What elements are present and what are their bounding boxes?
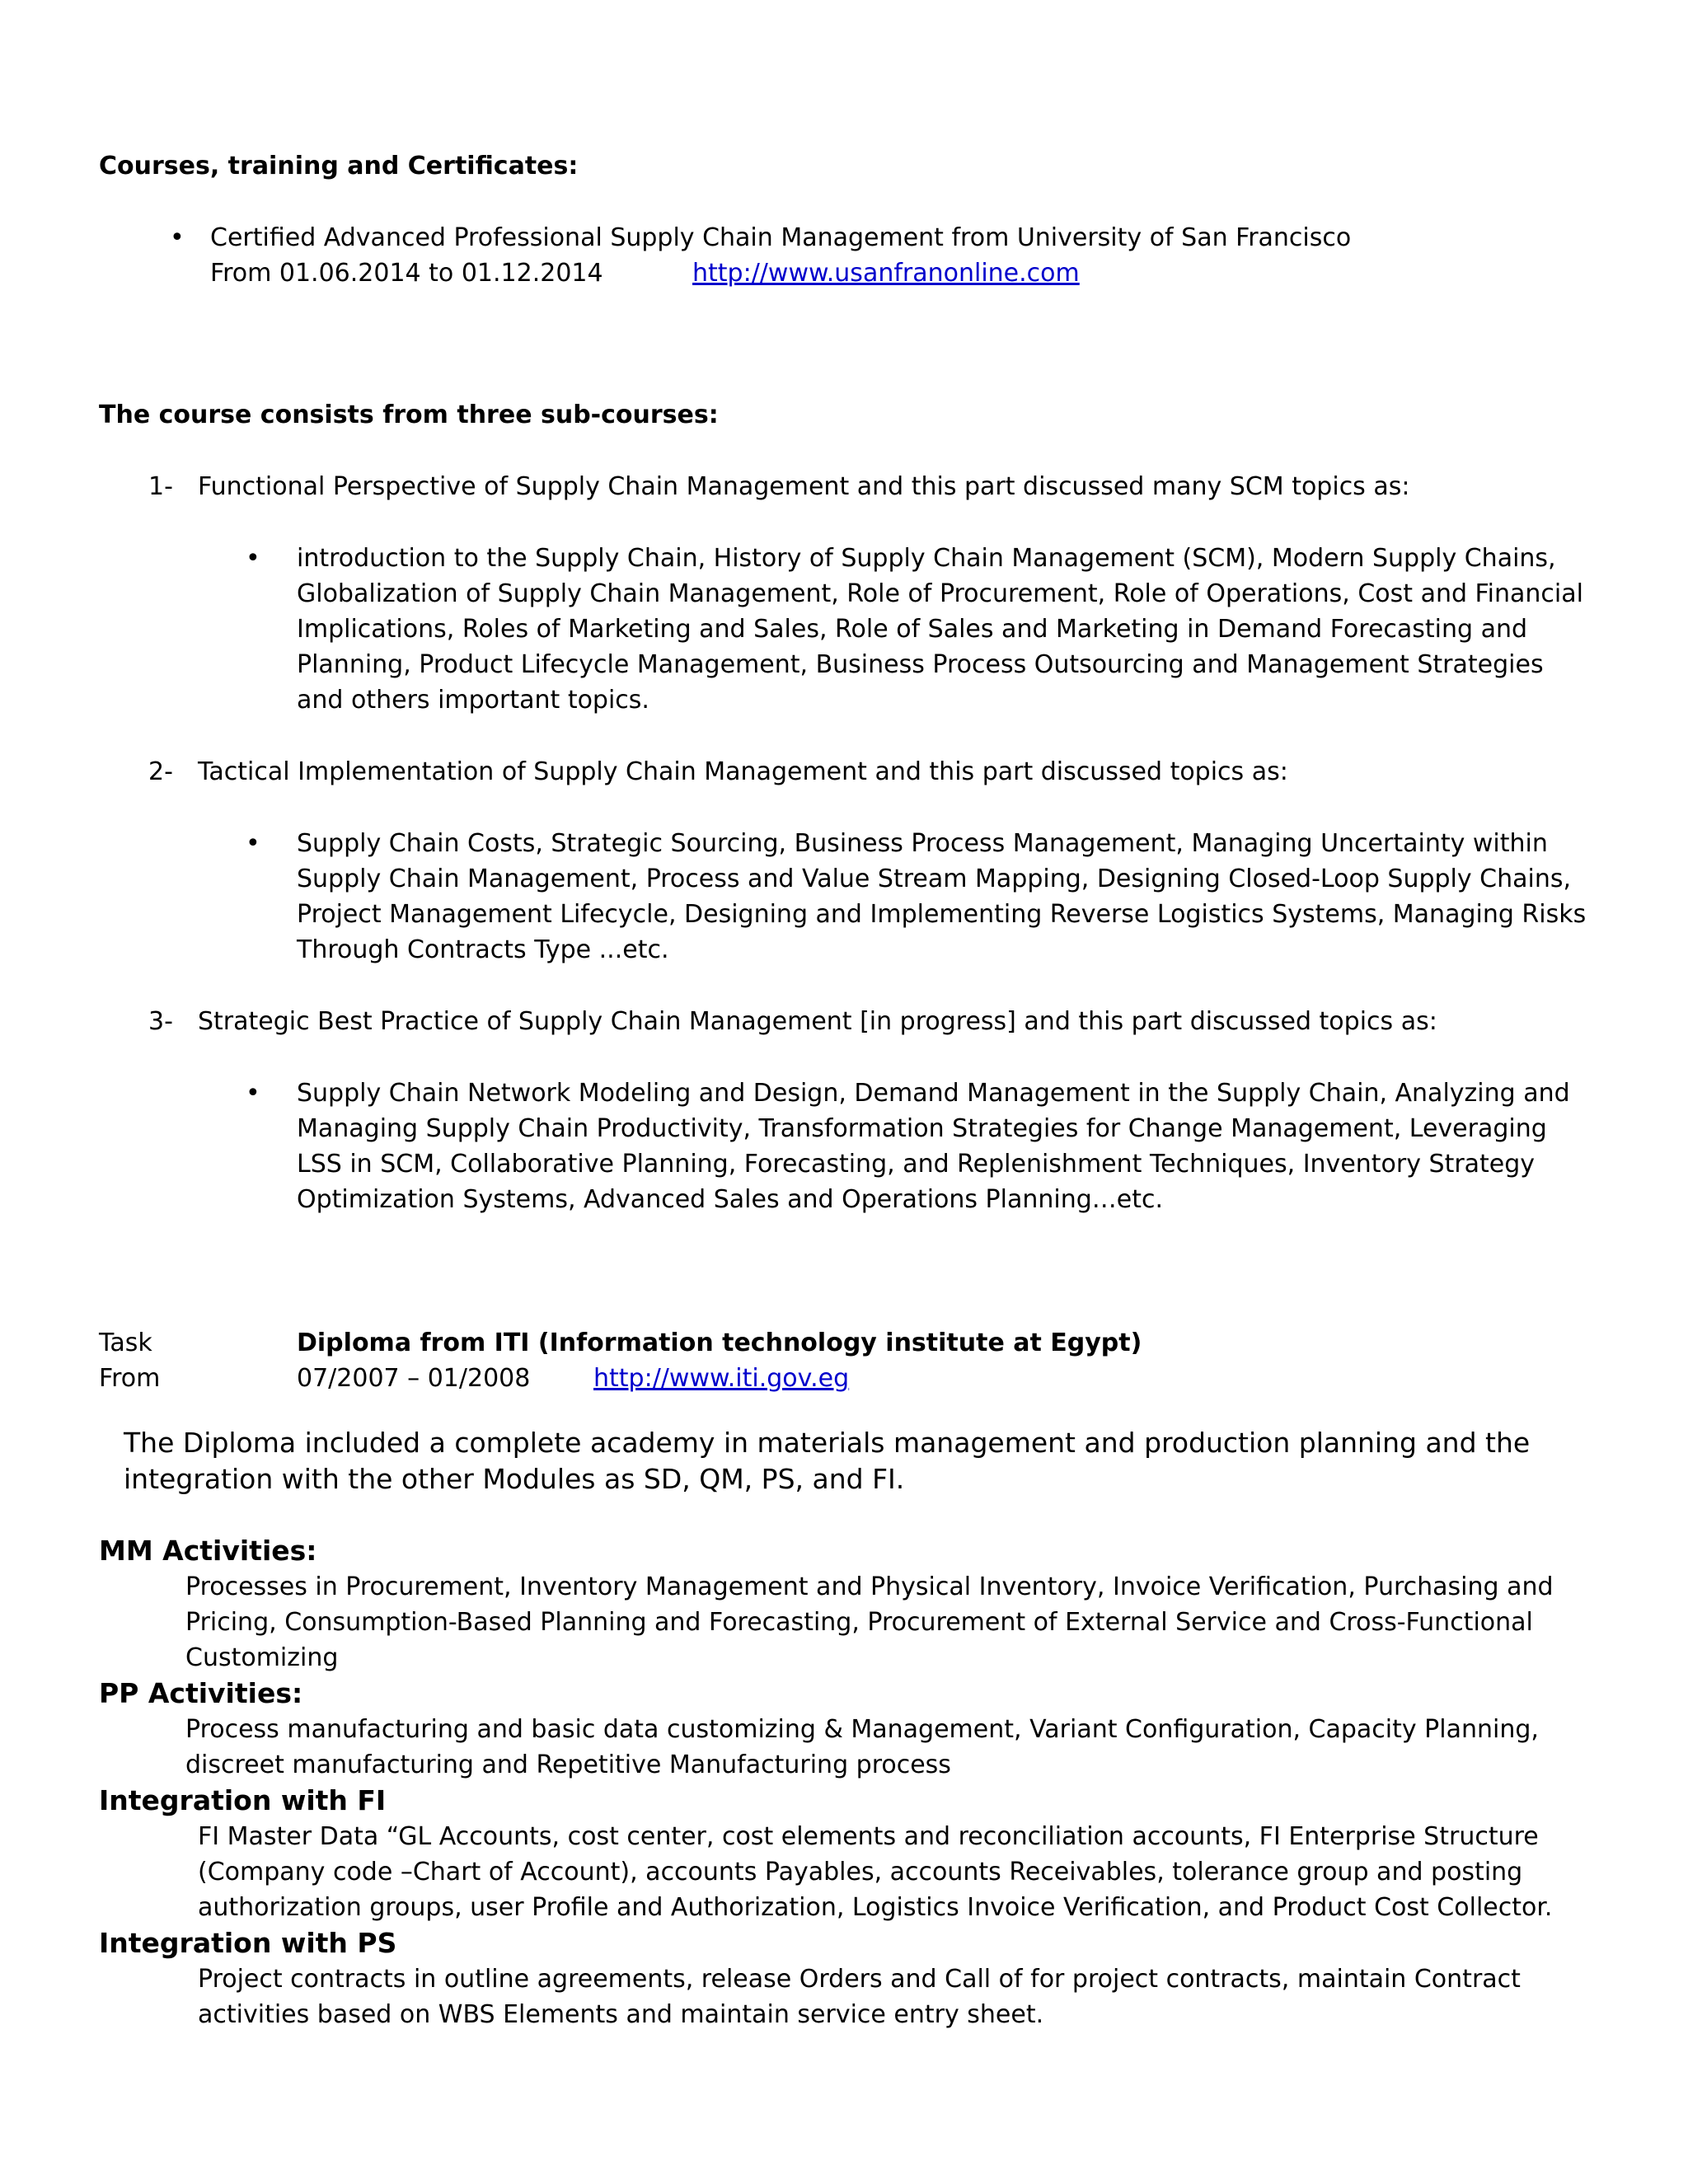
text-line: The Diploma included a complete academy in materials management and production planning and the	[124, 1427, 1531, 1459]
courses-heading: Courses, training and Certificates:	[99, 152, 579, 180]
integration-fi-text	[198, 1819, 1552, 1925]
text-line: Process manufacturing and basic data customizing & Management, Variant Configuration, Capacity Planning,	[185, 1715, 1539, 1744]
text-line: Processes in Procurement, Inventory Management and Physical Inventory, Invoice Verification, Purchasing and	[185, 1572, 1554, 1601]
text-line: FI Master Data “GL Accounts, cost center, cost elements and reconciliation accounts, FI Enterprise Structure	[198, 1822, 1539, 1851]
text-line: Supply Chain Network Modeling and Design, Demand Management in the Supply Chain, Analyzing and	[297, 1079, 1570, 1108]
subcourse-topics	[297, 541, 1583, 718]
text-line: Supply Chain Management, Process and Value Stream Mapping, Designing Closed-Loop Supply Chains,	[297, 865, 1572, 893]
text-line: authorization groups, user Profile and Authorization, Logistics Invoice Verification, and Product Cost Collector.	[198, 1893, 1553, 1922]
subcourse-title: Tactical Implementation of Supply Chain Management and this part discussed topics as:	[198, 757, 1288, 786]
diploma-link[interactable]: http://www.iti.gov.eg	[593, 1364, 850, 1393]
text-line: LSS in SCM, Collaborative Planning, Forecasting, and Replenishment Techniques, Inventory Strategy	[297, 1150, 1536, 1179]
bullet-icon: •	[170, 223, 185, 252]
text-line: Optimization Systems, Advanced Sales and Operations Planning…etc.	[297, 1185, 1164, 1214]
certificate-title: Certified Advanced Professional Supply Chain Management from University of San Francisco	[210, 223, 1352, 252]
text-line: Project contracts in outline agreements, release Orders and Call of for project contracts, maintain Contract	[198, 1965, 1521, 1994]
text-line: Globalization of Supply Chain Management, Role of Procurement, Role of Operations, Cost and Financial	[297, 579, 1583, 608]
text-line: Managing Supply Chain Productivity, Transformation Strategies for Change Management, Leveraging	[297, 1114, 1547, 1143]
text-line: discreet manufacturing and Repetitive Manufacturing process	[185, 1750, 951, 1779]
text-line: Project Management Lifecycle, Designing and Implementing Reverse Logistics Systems, Managing Risks	[297, 900, 1587, 929]
bullet-icon: •	[246, 829, 260, 858]
diploma-description	[124, 1425, 1530, 1497]
subcourse-title: Functional Perspective of Supply Chain Management and this part discussed many SCM topics as:	[198, 472, 1410, 501]
certificate-dates: From 01.06.2014 to 01.12.2014	[210, 259, 603, 288]
subcourse-number: 3-	[148, 1007, 173, 1036]
pp-activities-text	[185, 1712, 1539, 1783]
mm-activities-text	[185, 1569, 1554, 1675]
bullet-icon: •	[246, 544, 260, 573]
text-line: Implications, Roles of Marketing and Sales, Role of Sales and Marketing in Demand Forecasting and	[297, 615, 1528, 644]
text-line: introduction to the Supply Chain, History of Supply Chain Management (SCM), Modern Supply Chains,	[297, 544, 1556, 573]
integration-fi-heading: Integration with FI	[99, 1784, 387, 1816]
mm-activities-heading: MM Activities:	[99, 1535, 317, 1567]
subcourse-title: Strategic Best Practice of Supply Chain Management [in progress] and this part discussed topics as:	[198, 1007, 1437, 1036]
integration-ps-heading: Integration with PS	[99, 1927, 397, 1959]
integration-ps-text	[198, 1961, 1521, 2032]
text-line: Through Contracts Type ...etc.	[297, 935, 669, 964]
certificate-link[interactable]: http://www.usanfranonline.com	[692, 259, 1080, 288]
from-label: From	[99, 1364, 161, 1393]
task-label: Task	[99, 1329, 152, 1357]
text-line: Customizing	[185, 1643, 339, 1672]
text-line: Pricing, Consumption-Based Planning and Forecasting, Procurement of External Service and Cross-Functional	[185, 1608, 1533, 1637]
subcourse-number: 2-	[148, 757, 173, 786]
subcourse-topics	[297, 826, 1586, 968]
subcourse-topics	[297, 1076, 1570, 1217]
bullet-icon: •	[246, 1079, 260, 1108]
text-line: and others important topics.	[297, 686, 649, 715]
from-value: 07/2007 – 01/2008	[297, 1364, 531, 1393]
text-line: activities based on WBS Elements and maintain service entry sheet.	[198, 2000, 1044, 2029]
text-line: Planning, Product Lifecycle Management, Business Process Outsourcing and Management Strategies	[297, 650, 1544, 679]
task-value: Diploma from ITI (Information technology institute at Egypt)	[297, 1329, 1142, 1357]
subcourses-heading: The course consists from three sub-courses:	[99, 401, 719, 429]
text-line: Supply Chain Costs, Strategic Sourcing, Business Process Management, Managing Uncertainty within	[297, 829, 1548, 858]
text-line: integration with the other Modules as SD, QM, PS, and FI.	[124, 1463, 905, 1495]
pp-activities-heading: PP Activities:	[99, 1677, 303, 1709]
text-line: (Company code –Chart of Account), accounts Payables, accounts Receivables, tolerance group and posting	[198, 1858, 1523, 1886]
subcourse-number: 1-	[148, 472, 173, 501]
